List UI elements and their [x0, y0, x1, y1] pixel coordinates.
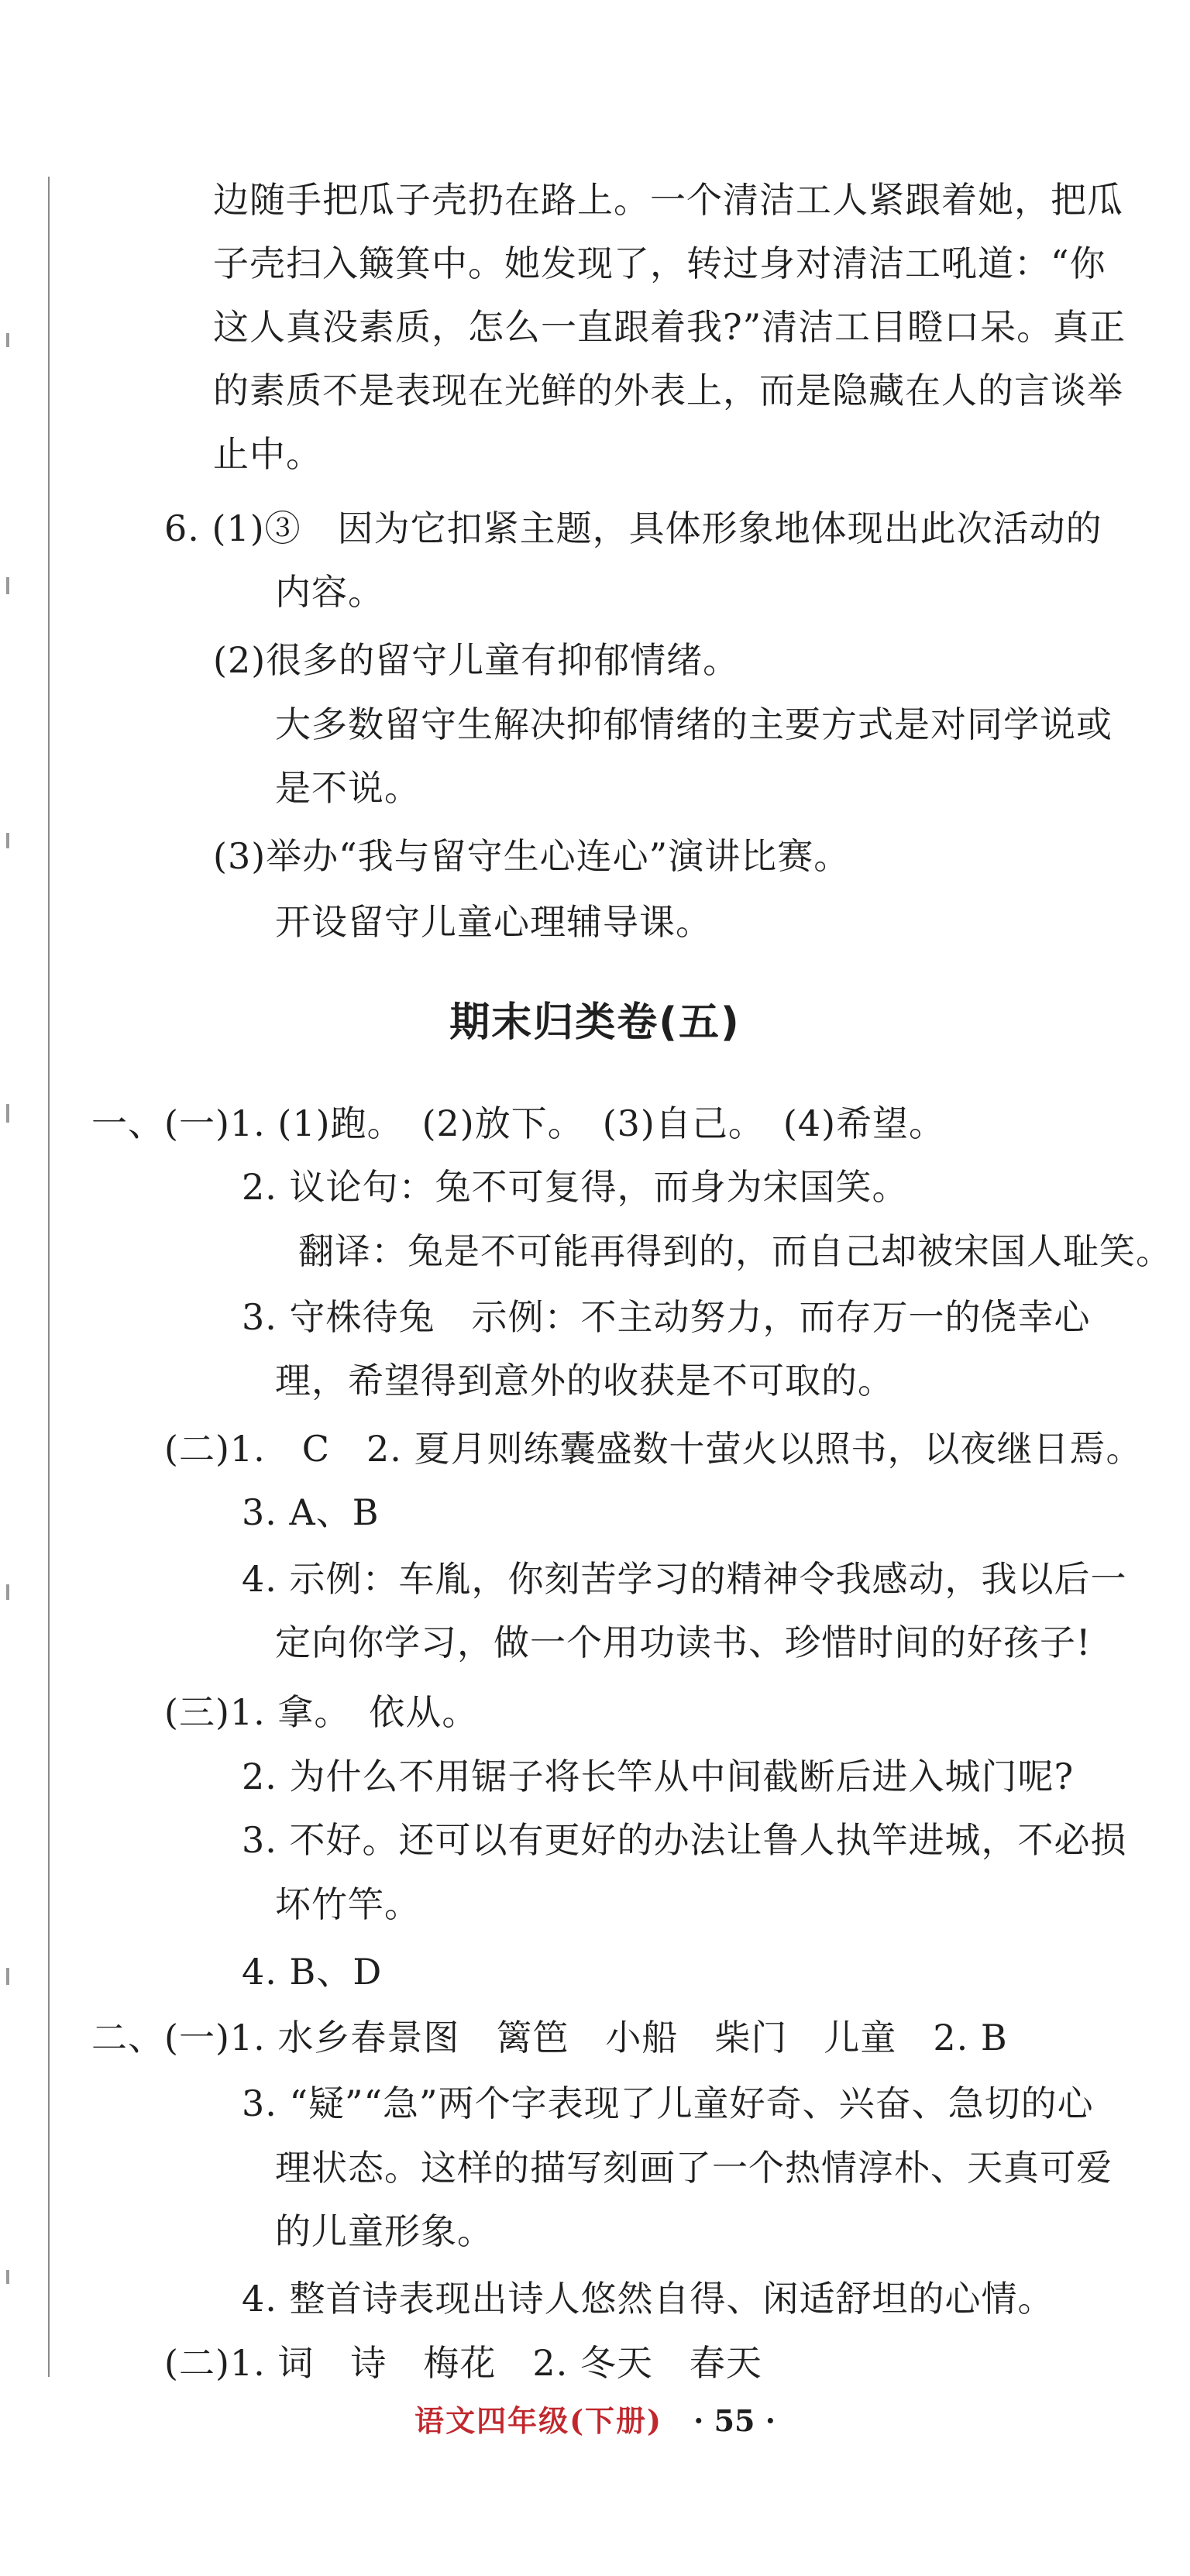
- edge-mark: [6, 1968, 9, 1985]
- text-line: 坏竹竿。: [275, 1883, 421, 1925]
- text-line: 边随手把瓜子壳扔在路上。一个清洁工人紧跟着她，把瓜: [213, 179, 1123, 221]
- edge-mark: [6, 1104, 9, 1123]
- text-line: (3)举办“我与留守生心连心”演讲比赛。: [213, 835, 851, 877]
- text-line: 定向你学习，做一个用功读书、珍惜时间的好孩子!: [275, 1622, 1092, 1663]
- text-line: 理，希望得到意外的收获是不可取的。: [275, 1360, 894, 1401]
- edge-mark: [6, 1584, 9, 1600]
- text-line: 4. 示例：车胤，你刻苦学习的精神令我感动，我以后一: [242, 1558, 1127, 1600]
- text-line: (2)很多的留守儿童有抑郁情绪。: [213, 639, 740, 681]
- page-footer: [0, 2402, 1190, 2440]
- text-line: 2. 议论句：兔不可复得，而身为宋国笑。: [242, 1166, 909, 1208]
- text-line: 内容。: [275, 571, 384, 613]
- text-line: 翻译：兔是不可能再得到的，而自己却被宋国人耻笑。: [298, 1230, 1172, 1272]
- footer-subject: 语文四年级(下册): [414, 2403, 663, 2438]
- text-line: 3. 守株待兔 示例：不主动努力，而存万一的侥幸心: [242, 1296, 1091, 1338]
- text-line: 止中。: [213, 433, 322, 475]
- text-line: 3. A、B: [242, 1491, 380, 1533]
- edge-mark: [6, 577, 9, 594]
- text-line: (二)1. 词 诗 梅花 2. 冬天 春天: [164, 2342, 762, 2384]
- text-line: (三)1. 拿。 依从。: [164, 1691, 479, 1733]
- text-line: 2. 为什么不用锯子将长竿从中间截断后进入城门呢?: [242, 1756, 1075, 1797]
- text-line: 子壳扫入簸箕中。她发现了，转过身对清洁工吼道：“你: [213, 242, 1106, 284]
- edge-mark: [6, 2270, 9, 2284]
- text-line: 4. B、D: [242, 1951, 383, 1993]
- margin-rule: [48, 177, 50, 2377]
- text-line: 是不说。: [275, 767, 421, 809]
- text-line: 的素质不是表现在光鲜的外表上，而是隐藏在人的言谈举: [213, 370, 1123, 411]
- edge-mark: [6, 833, 9, 848]
- text-line: 二、(一)1. 水乡春景图 篱笆 小船 柴门 儿童 2. B: [91, 2017, 1008, 2058]
- page-number: · 55 ·: [693, 2403, 776, 2438]
- edge-mark: [6, 333, 9, 347]
- text-line: 一、(一)1. (1)跑。 (2)放下。 (3)自己。 (4)希望。: [91, 1102, 946, 1144]
- text-line: 3. “疑”“急”两个字表现了儿童好奇、兴奋、急切的心: [242, 2082, 1094, 2124]
- text-line: 6. (1)③ 因为它扣紧主题，具体形象地体现出此次活动的: [164, 507, 1102, 549]
- text-line: 这人真没素质，怎么一直跟着我?”清洁工目瞪口呆。真正: [213, 306, 1126, 348]
- text-line: 开设留守儿童心理辅导课。: [275, 901, 712, 943]
- text-line: 4. 整首诗表现出诗人悠然自得、闲适舒坦的心情。: [242, 2278, 1054, 2320]
- text-line: 的儿童形象。: [275, 2210, 494, 2252]
- text-line: (二)1. C 2. 夏月则练囊盛数十萤火以照书，以夜继日焉。: [164, 1428, 1143, 1470]
- text-line: 3. 不好。还可以有更好的办法让鲁人执竿进城，不必损: [242, 1819, 1127, 1861]
- text-line: 大多数留守生解决抑郁情绪的主要方式是对同学说或: [275, 703, 1113, 745]
- text-line: 理状态。这样的描写刻画了一个热情淳朴、天真可爱: [275, 2147, 1113, 2189]
- section-title: 期末归类卷(五): [449, 999, 741, 1046]
